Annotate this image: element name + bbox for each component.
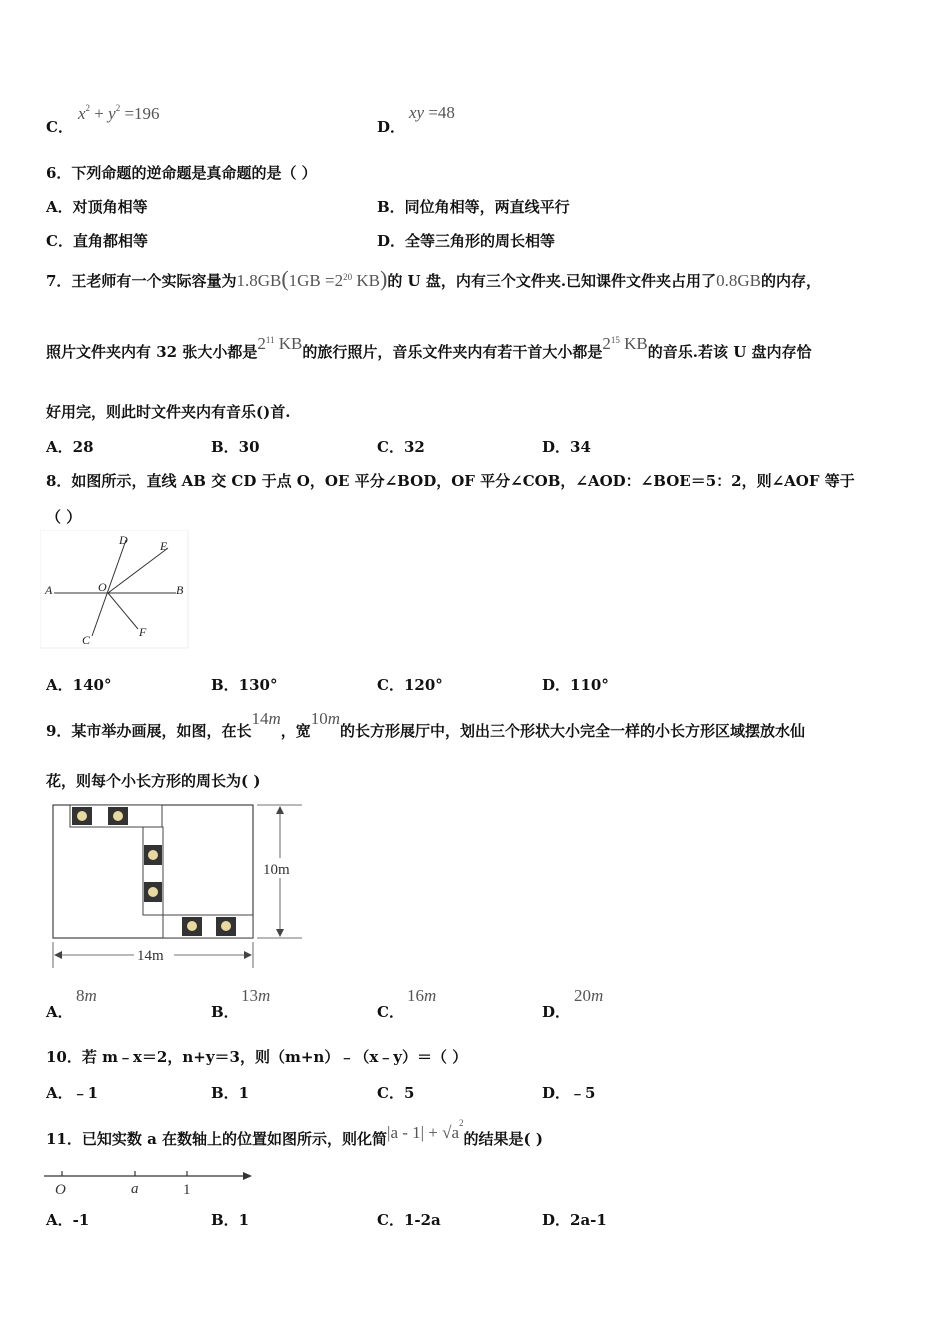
q10-option-d: D．﹣5 bbox=[542, 1084, 596, 1102]
q6-stem: 6．下列命题的逆命题是真命题的是（ ） bbox=[46, 164, 317, 182]
ray-oe bbox=[108, 548, 168, 593]
q6-option-d: D．全等三角形的周长相等 bbox=[377, 232, 556, 250]
q6-option-b: B．同位角相等，两直线平行 bbox=[377, 198, 570, 216]
q7-line2: 照片文件夹内有 32 张大小都是$2^{11}$ KB的旅行照片，音乐文件夹内有若干首大小都是$2^{15}$ KB的音乐.若该 U 盘内存恰 bbox=[46, 334, 812, 361]
q9-line1: 9．某市举办画展，如图，在长14m，宽10m的长方形展厅中，划出三个形状大小完全一样的小长方形区域摆放水仙 bbox=[46, 709, 806, 740]
q8-option-a: A．140° bbox=[46, 676, 112, 694]
q10-option-c: C．5 bbox=[377, 1084, 415, 1102]
q9-option-b-value: 13m bbox=[241, 986, 271, 1005]
q5-option-d-letter: D． bbox=[377, 118, 406, 136]
q9-option-a-letter: A． bbox=[46, 1003, 73, 1021]
q7-line1: 7．王老师有一个实际容量为$1.8GB(1GB =2^{20}$ KB)的 U 盘，内有三个文件夹.已知课件文件夹占用了0.8GB的内存， bbox=[46, 266, 821, 291]
q8-paren: （ ） bbox=[46, 508, 82, 526]
axis-label-o: O bbox=[55, 1182, 66, 1198]
q7-option-c: C．32 bbox=[377, 438, 425, 456]
q7-option-a: A．28 bbox=[46, 438, 94, 456]
q9-hall-figure bbox=[50, 802, 310, 972]
label-a: A bbox=[45, 583, 53, 597]
q9-option-d-value: 20m bbox=[574, 986, 604, 1005]
q5-option-c-letter: C． bbox=[46, 118, 73, 136]
height-label: 10m bbox=[263, 862, 290, 878]
q9-option-b-letter: B． bbox=[211, 1003, 239, 1021]
label-b: B bbox=[176, 583, 184, 597]
label-e: E bbox=[160, 539, 168, 553]
label-o: O bbox=[98, 580, 107, 594]
small-rect-bottom bbox=[163, 915, 253, 938]
label-d: D bbox=[119, 533, 128, 547]
q11-option-c: C．1-2a bbox=[377, 1211, 441, 1229]
q10-option-a: A．﹣1 bbox=[46, 1084, 99, 1102]
q8-option-b: B．130° bbox=[211, 676, 278, 694]
q6-option-c: C．直角都相等 bbox=[46, 232, 148, 250]
q10-stem: 10．若 m﹣x＝2，n+y＝3，则（m+n）﹣（x﹣y）＝（ ） bbox=[46, 1048, 468, 1066]
q9-option-a-value: 8m bbox=[76, 986, 97, 1005]
q7-line3: 好用完，则此时文件夹内有音乐()首. bbox=[46, 403, 291, 421]
q11-option-d: D．2a-1 bbox=[542, 1211, 607, 1229]
q10-option-b: B．1 bbox=[211, 1084, 250, 1102]
label-c: C bbox=[82, 633, 91, 647]
q8-option-d: D．110° bbox=[542, 676, 609, 694]
q6-option-a: A．对顶角相等 bbox=[46, 198, 148, 216]
q8-angle-figure bbox=[40, 530, 190, 650]
q11-number-line bbox=[40, 1164, 260, 1200]
axis-label-a: a bbox=[131, 1181, 139, 1197]
q11-option-b: B．1 bbox=[211, 1211, 250, 1229]
q9-option-d-letter: D． bbox=[542, 1003, 571, 1021]
ray-of bbox=[108, 593, 138, 629]
width-label: 14m bbox=[137, 948, 164, 964]
q11-stem: 11．已知实数 a 在数轴上的位置如图所示，则化简$|a - 1| + √a^2$的结果是( ) bbox=[46, 1118, 543, 1148]
q7-option-b: B．30 bbox=[211, 438, 260, 456]
q8-stem: 8．如图所示，直线 AB 交 CD 于点 O，OE 平分∠BOD，OF 平分∠COB，∠AOD：∠BOE＝5：2，则∠AOF 等于 bbox=[46, 472, 855, 490]
q9-option-c-value: 16m bbox=[407, 986, 437, 1005]
q11-option-a: A．-1 bbox=[46, 1211, 90, 1229]
q8-option-c: C．120° bbox=[377, 676, 443, 694]
q5-option-c-expression: $x^2 + y^2 =196$ bbox=[78, 103, 160, 123]
q5-option-d-expression: xy =48 bbox=[409, 103, 455, 122]
q7-option-d: D．34 bbox=[542, 438, 591, 456]
q9-line2: 花，则每个小长方形的周长为( ) bbox=[46, 772, 261, 790]
label-f: F bbox=[139, 625, 147, 639]
q9-option-c-letter: C． bbox=[377, 1003, 404, 1021]
axis-label-one: 1 bbox=[183, 1182, 191, 1198]
